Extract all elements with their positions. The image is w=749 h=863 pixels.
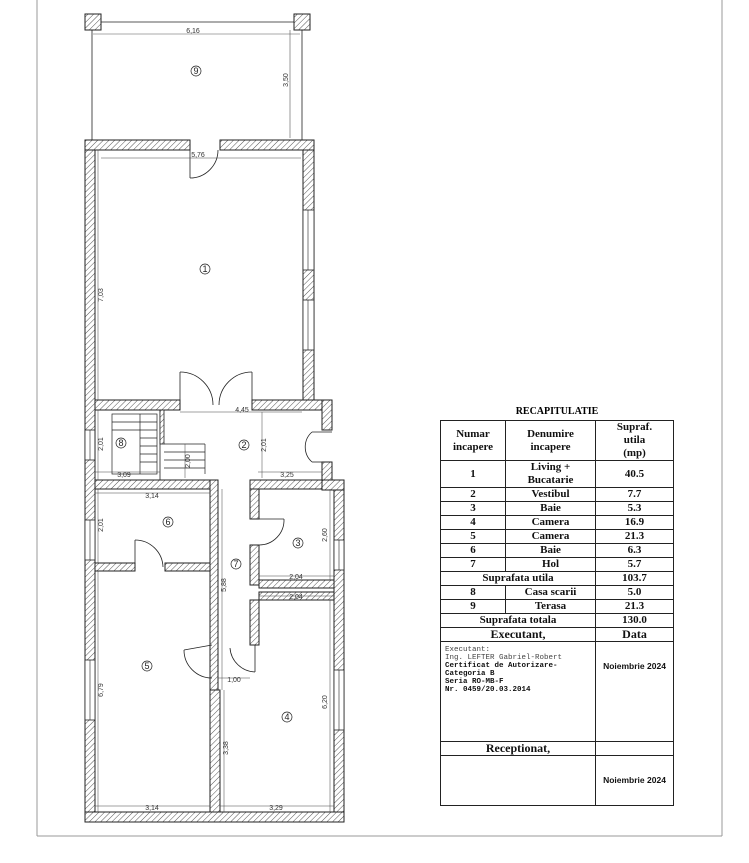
row-area: 5.7 — [596, 558, 674, 572]
row-area: 7.7 — [596, 488, 674, 502]
room-6-number: 6 — [165, 517, 171, 527]
dim-bath3-depth: 2,60 — [322, 528, 329, 542]
row-num: 9 — [441, 600, 506, 614]
total-area-label: Suprafata totala — [441, 614, 596, 628]
interior-walls — [95, 410, 334, 812]
dim-vestibule-depth: 2,01 — [261, 438, 268, 452]
dim-camera5-depth: 6,79 — [98, 683, 105, 697]
row-name: Terasa — [506, 600, 596, 614]
recap-title: RECAPITULATIE — [515, 406, 599, 417]
receptionat-row — [441, 756, 674, 806]
receptionat-blank — [596, 742, 674, 756]
recap-row — [441, 502, 674, 516]
executant-line: Categoria B — [445, 670, 495, 678]
dim-living-width: 5,76 — [191, 152, 205, 159]
recap-header-row — [441, 421, 674, 461]
row-num: 8 — [441, 586, 506, 600]
row-num: 4 — [441, 516, 506, 530]
row-num: 2 — [441, 488, 506, 502]
dim-terrace-depth: 3,50 — [283, 73, 290, 87]
executant-line: Executant: — [445, 646, 491, 654]
header-numar-line1: Numar — [456, 427, 490, 440]
executant-date: Noiembrie 2024 — [596, 642, 674, 742]
recap-row — [441, 488, 674, 502]
row-num: 1 — [441, 461, 506, 488]
row-name-line1: Living + — [530, 461, 571, 473]
executant-header-row — [441, 628, 674, 642]
row-area: 40.5 — [596, 461, 674, 488]
executant-line: Seria RO-MB-F — [445, 678, 504, 686]
executant-row — [441, 642, 674, 742]
dim-hol-length: 5,88 — [221, 578, 228, 592]
dim-terrace-width: 6,16 — [186, 28, 200, 35]
row-area: 5.0 — [596, 586, 674, 600]
row-area: 21.3 — [596, 530, 674, 544]
dim-living-depth: 7,03 — [98, 288, 105, 302]
row-name-line2: Bucatarie — [527, 474, 574, 486]
executant-line: Certificat de Autorizare- — [445, 662, 558, 670]
header-denumire-line1: Denumire — [527, 427, 574, 440]
dim-bath3-width: 2,04 — [289, 574, 303, 581]
usable-area-value: 103.7 — [596, 572, 674, 586]
header-supraf-line3: (mp) — [623, 447, 646, 459]
header-supraf-line1: Supraf. — [616, 421, 653, 433]
usable-area-row — [441, 572, 674, 586]
receptionat-header-row — [441, 742, 674, 756]
executant-line: Nr. 0459/20.03.2014 — [445, 686, 531, 694]
receptionat-date: Noiembrie 2024 — [596, 756, 674, 806]
row-num: 5 — [441, 530, 506, 544]
total-area-row — [441, 614, 674, 628]
row-name: Hol — [506, 558, 596, 572]
executant-details — [441, 642, 596, 742]
header-denumire — [506, 421, 596, 461]
recap-row — [441, 530, 674, 544]
room-2-number: 2 — [241, 440, 247, 450]
receptionat-signature-area — [441, 756, 596, 806]
total-area-value: 130.0 — [596, 614, 674, 628]
header-denumire-line2: incapere — [530, 440, 571, 453]
dim-hall-width: 4,45 — [235, 407, 249, 414]
row-num: 6 — [441, 544, 506, 558]
recap-row — [441, 558, 674, 572]
row-num: 7 — [441, 558, 506, 572]
room-1-number: 1 — [202, 264, 208, 274]
row-name — [506, 461, 596, 488]
receptionat-label: Receptionat, — [441, 742, 596, 756]
recap-row — [441, 586, 674, 600]
executant-label: Executant, — [441, 628, 596, 642]
room-5-number: 5 — [144, 661, 150, 671]
room-3-number: 3 — [295, 538, 301, 548]
row-name: Camera — [506, 530, 596, 544]
dim-stair-inner: 2,00 — [185, 454, 192, 468]
room-4-number: 4 — [284, 712, 290, 722]
dim-vestibule-side: 3,25 — [280, 472, 294, 479]
room-7-number: 7 — [233, 559, 239, 569]
recap-row — [441, 600, 674, 614]
header-supraf-line2: utila — [623, 434, 646, 446]
header-numar-line2: incapere — [452, 440, 494, 453]
dim-camera5-width: 3,14 — [145, 805, 159, 812]
recap-row — [441, 461, 674, 488]
dim-bath6-depth: 2,01 — [98, 518, 105, 532]
room-8-number: 8 — [118, 438, 124, 448]
header-numar — [441, 421, 506, 461]
row-name: Baie — [506, 544, 596, 558]
dim-stair-depth: 2,01 — [98, 437, 105, 451]
dim-lower-left: 3,38 — [223, 741, 230, 755]
row-num: 3 — [441, 502, 506, 516]
dim-camera4-top: 2,04 — [289, 594, 303, 601]
dim-hol-width: 1,00 — [227, 677, 241, 684]
recap-table — [440, 420, 674, 806]
room-9-number: 9 — [193, 66, 199, 76]
row-area: 21.3 — [596, 600, 674, 614]
row-name: Baie — [506, 502, 596, 516]
dim-bath6-width: 3,14 — [145, 493, 159, 500]
row-area: 6.3 — [596, 544, 674, 558]
dim-camera4-depth: 6,20 — [322, 695, 329, 709]
row-name: Vestibul — [506, 488, 596, 502]
row-name: Camera — [506, 516, 596, 530]
recap-row — [441, 516, 674, 530]
header-suprafata — [596, 421, 674, 461]
row-area: 16.9 — [596, 516, 674, 530]
usable-area-label: Suprafata utila — [441, 572, 596, 586]
executant-line: Ing. LEFTER Gabriel-Robert — [445, 654, 563, 662]
row-name: Casa scarii — [506, 586, 596, 600]
row-area: 5.3 — [596, 502, 674, 516]
recap-row — [441, 544, 674, 558]
dim-stair-width: 3,09 — [117, 472, 131, 479]
dim-camera4-width: 3,29 — [269, 805, 283, 812]
data-label: Data — [596, 628, 674, 642]
